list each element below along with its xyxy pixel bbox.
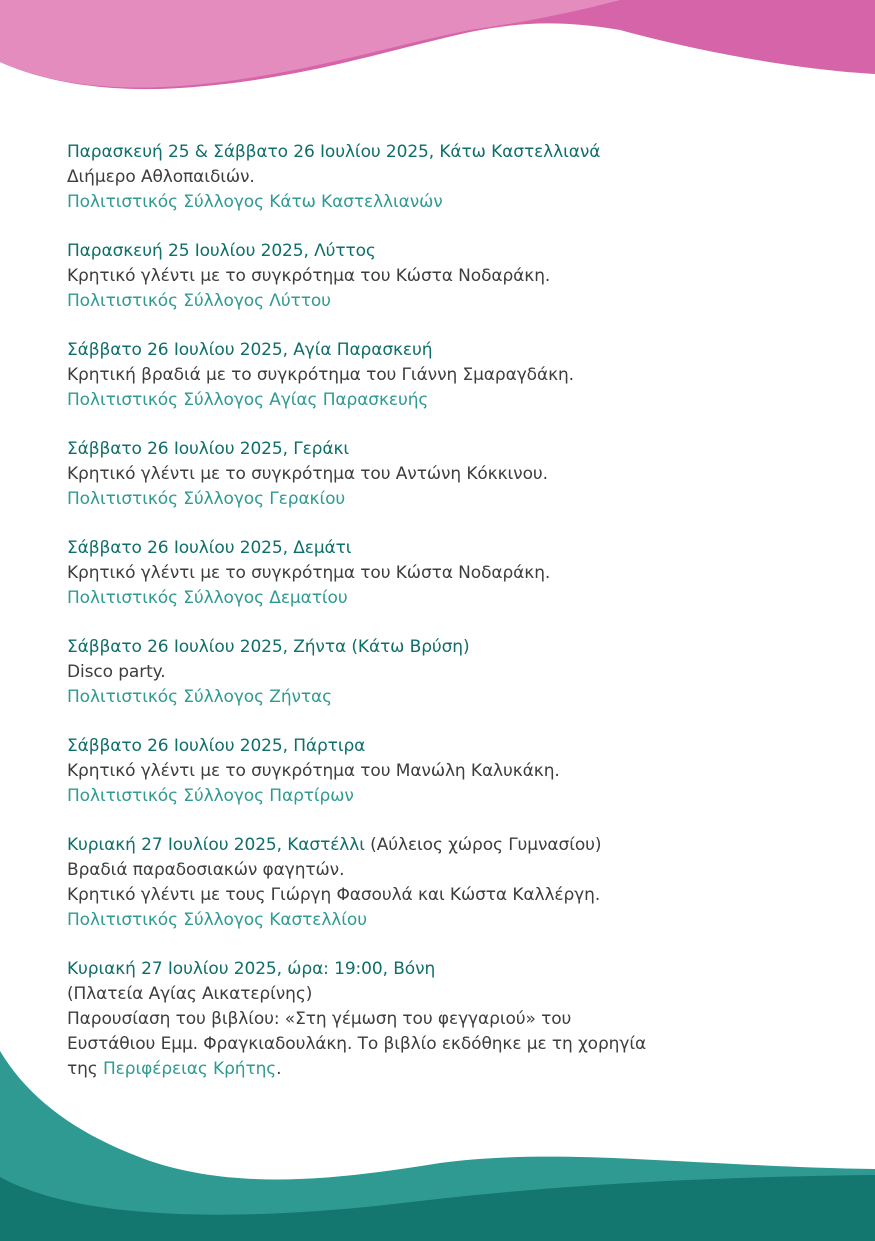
event-venue-note: (Αύλειος χώρος Γυμνασίου): [364, 835, 602, 855]
event-organizer: Πολιτιστικός Σύλλογος Δεματίου: [67, 588, 348, 608]
event-description: Disco party.: [67, 662, 166, 682]
event-description: Βραδιά παραδοσιακών φαγητών.: [67, 860, 345, 880]
event-item: [67, 635, 827, 710]
event-heading: Σάββατο 26 Ιουλίου 2025, Δεμάτι: [67, 538, 352, 558]
event-description-secondary: Ευστάθιου Εμμ. Φραγκιαδουλάκη. Το βιβλίο εκδόθηκε με τη χορηγία: [67, 1034, 647, 1054]
event-description: Κρητικό γλέντι με το συγκρότημα του Κώστα Νοδαράκη.: [67, 266, 551, 286]
event-item: [67, 338, 827, 413]
event-heading: Παρασκευή 25 & Σάββατο 26 Ιουλίου 2025, Κάτω Καστελλιανά: [67, 142, 601, 162]
event-heading: Σάββατο 26 Ιουλίου 2025, Γεράκι: [67, 439, 350, 459]
sponsor-suffix: .: [276, 1059, 282, 1079]
event-item: [67, 239, 827, 314]
event-description: Διήμερο Αθλοπαιδιών.: [67, 167, 255, 187]
event-organizer: Πολιτιστικός Σύλλογος Γερακίου: [67, 489, 346, 509]
event-organizer: Πολιτιστικός Σύλλογος Κάτω Καστελλιανών: [67, 192, 443, 212]
events-list: [67, 140, 827, 1106]
event-item: [67, 833, 827, 933]
event-organizer: Πολιτιστικός Σύλλογος Αγίας Παρασκευής: [67, 390, 429, 410]
event-item: [67, 437, 827, 512]
event-description: Κρητικό γλέντι με το συγκρότημα του Αντώνη Κόκκινου.: [67, 464, 548, 484]
event-item: [67, 140, 827, 215]
event-organizer: Πολιτιστικός Σύλλογος Λύττου: [67, 291, 331, 311]
event-item: [67, 957, 827, 1082]
event-heading: Κυριακή 27 Ιουλίου 2025, Καστέλλι: [67, 835, 365, 855]
event-heading: Σάββατο 26 Ιουλίου 2025, Πάρτιρα: [67, 736, 366, 756]
event-organizer: Πολιτιστικός Σύλλογος Καστελλίου: [67, 910, 367, 930]
event-heading: Σάββατο 26 Ιουλίου 2025, Αγία Παρασκευή: [67, 340, 433, 360]
event-venue: (Πλατεία Αγίας Αικατερίνης): [67, 984, 313, 1004]
event-heading-row: [67, 833, 827, 858]
event-description: Παρουσίαση του βιβλίου: «Στη γέμωση του φεγγαριού» του: [67, 1009, 572, 1029]
event-description: Κρητική βραδιά με το συγκρότημα του Γιάννη Σμαραγδάκη.: [67, 365, 574, 385]
event-description: Κρητικό γλέντι με το συγκρότημα του Μανώλη Καλυκάκη.: [67, 761, 560, 781]
event-sponsor-line: [67, 1057, 827, 1082]
event-organizer: Πολιτιστικός Σύλλογος Παρτίρων: [67, 786, 354, 806]
event-heading: Κυριακή 27 Ιουλίου 2025, ώρα: 19:00, Βόνη: [67, 959, 436, 979]
top-wave-pink-front: [0, 0, 620, 88]
sponsor-prefix: της: [67, 1059, 103, 1079]
event-description-secondary: Κρητικό γλέντι με τους Γιώργη Φασουλά και Κώστα Καλλέργη.: [67, 885, 601, 905]
sponsor-name: Περιφέρειας Κρήτης: [103, 1059, 277, 1079]
event-description: Κρητικό γλέντι με το συγκρότημα του Κώστα Νοδαράκη.: [67, 563, 551, 583]
event-heading: Σάββατο 26 Ιουλίου 2025, Ζήντα (Κάτω Βρύση): [67, 637, 470, 657]
event-heading: Παρασκευή 25 Ιουλίου 2025, Λύττος: [67, 241, 376, 261]
event-item: [67, 536, 827, 611]
event-item: [67, 734, 827, 809]
top-wave-decoration: [0, 0, 875, 110]
event-organizer: Πολιτιστικός Σύλλογος Ζήντας: [67, 687, 333, 707]
